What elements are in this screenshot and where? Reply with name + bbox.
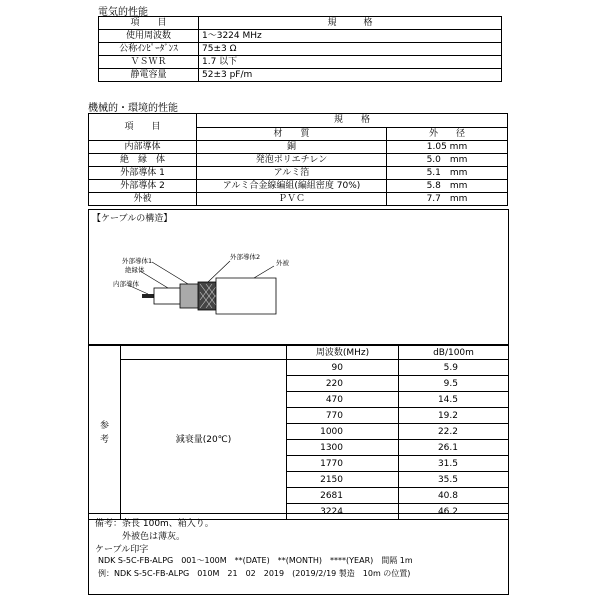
note-line-5: 例：NDK S-5C-FB-ALPG 010M 21 02 2019 (2019/2/19 製造 10m の位置) (98, 569, 411, 578)
header-attenuation: dB/100m (399, 346, 509, 360)
table-row (99, 30, 502, 43)
header-spec: 規 格 (197, 114, 508, 128)
note-line-3: ケーブル印字 (95, 545, 149, 555)
reference-blank-cell (121, 346, 287, 360)
frequency-cell: 3224 (287, 504, 399, 520)
header-frequency: 周波数(MHz) (287, 346, 399, 360)
diameter-cell: 7.7 mm (387, 193, 508, 206)
material-cell: アルミ合金線編組(編組密度 70%) (197, 180, 387, 193)
table-row (89, 141, 508, 154)
item-cell: 内部導体 (89, 141, 197, 154)
frequency-cell: 1300 (287, 440, 399, 456)
attenuation-cell: 22.2 (399, 424, 509, 440)
header-item: 項 目 (99, 17, 199, 30)
attenuation-cell: 19.2 (399, 408, 509, 424)
item-cell: ＶＳＷＲ (99, 56, 199, 69)
diameter-cell: 5.1 mm (387, 167, 508, 180)
label-outer-conductor1: 外部導体1 (122, 257, 153, 265)
item-cell: 外部導体 1 (89, 167, 197, 180)
frequency-cell: 2681 (287, 488, 399, 504)
attenuation-cell: 26.1 (399, 440, 509, 456)
attenuation-cell: 35.5 (399, 472, 509, 488)
diameter-cell: 5.0 mm (387, 154, 508, 167)
reference-side-label-1: 参 (99, 420, 109, 431)
mechanical-table (88, 113, 508, 206)
note-line-4: NDK S-5C-FB-ALPG 001～100M **(DATE) **(MONTH) ****(YEAR) 間隔 1m (98, 556, 413, 565)
item-cell: 使用周波数 (99, 30, 199, 43)
table-row (99, 17, 502, 30)
attenuation-cell: 46.2 (399, 504, 509, 520)
table-row (89, 360, 509, 376)
frequency-cell: 2150 (287, 472, 399, 488)
item-cell: 絶 縁 体 (89, 154, 197, 167)
material-cell: 発泡ポリエチレン (197, 154, 387, 167)
reference-side-label-2: 考 (99, 434, 109, 445)
item-cell: 外部導体 2 (89, 180, 197, 193)
attenuation-cell: 5.9 (399, 360, 509, 376)
header-material: 材 質 (197, 127, 387, 141)
mechanical-section-title: 機械的・環境的性能 (88, 103, 178, 114)
attenuation-cell: 31.5 (399, 456, 509, 472)
label-insulator: 絶縁体 (125, 266, 145, 274)
frequency-cell: 470 (287, 392, 399, 408)
item-cell: 公称ｲﾝﾋﾟｰﾀﾞﾝｽ (99, 43, 199, 56)
jacket-shape (216, 278, 276, 314)
reference-table (88, 345, 509, 520)
header-spec: 規 格 (199, 17, 502, 30)
note-line-2: 外被色は薄灰。 (122, 532, 186, 542)
frequency-cell: 220 (287, 376, 399, 392)
attenuation-cell: 9.5 (399, 376, 509, 392)
item-cell: 静電容量 (99, 69, 199, 82)
note-line-1: 備考：条長 100m、箱入り。 (95, 519, 214, 529)
electrical-table (98, 16, 502, 82)
header-item: 項 目 (89, 114, 197, 141)
material-cell: アルミ箔 (197, 167, 387, 180)
insulator-shape (154, 288, 184, 304)
spec-cell: 52±3 pF/m (199, 69, 502, 82)
attenuation-item: 減衰量(20℃) (121, 360, 287, 520)
diameter-cell: 1.05 mm (387, 141, 508, 154)
frequency-cell: 90 (287, 360, 399, 376)
header-diameter: 外 径 (387, 127, 508, 141)
reference-side-cell (89, 346, 121, 520)
cable-structure-diagram (88, 209, 509, 345)
frequency-cell: 770 (287, 408, 399, 424)
frequency-cell: 1770 (287, 456, 399, 472)
frequency-cell: 1000 (287, 424, 399, 440)
structure-title: 【ケーブルの構造】 (92, 214, 173, 224)
table-row (89, 154, 508, 167)
table-row (89, 114, 508, 128)
table-row (89, 193, 508, 206)
attenuation-cell: 40.8 (399, 488, 509, 504)
label-jacket: 外被 (276, 259, 289, 267)
attenuation-cell: 14.5 (399, 392, 509, 408)
table-row (89, 180, 508, 193)
table-row (99, 56, 502, 69)
table-row (89, 346, 509, 360)
diameter-cell: 5.8 mm (387, 180, 508, 193)
label-inner-conductor: 内部導体 (113, 280, 139, 288)
table-row (99, 69, 502, 82)
item-cell: 外被 (89, 193, 197, 206)
label-outer-conductor2: 外部導体2 (230, 253, 261, 261)
electrical-section-title: 電気的性能 (98, 7, 148, 18)
spec-cell: 1～3224 MHz (199, 30, 502, 43)
spec-cell: 75±3 Ω (199, 43, 502, 56)
material-cell: 銅 (197, 141, 387, 154)
table-row (99, 43, 502, 56)
material-cell: ＰＶＣ (197, 193, 387, 206)
table-row (89, 167, 508, 180)
spec-cell: 1.7 以下 (199, 56, 502, 69)
